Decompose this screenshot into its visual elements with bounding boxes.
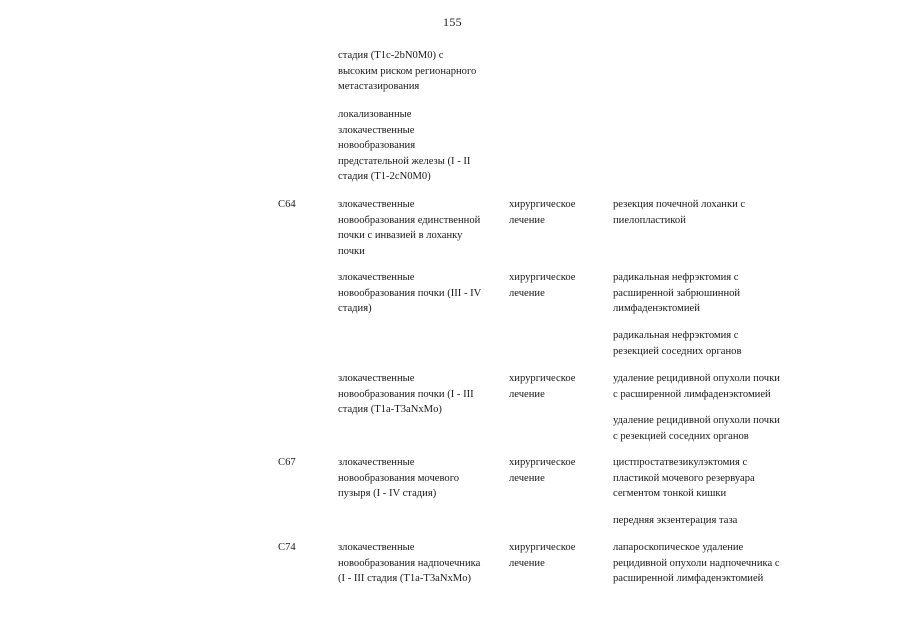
treatment-method: передняя экзентерация таза [613, 515, 738, 526]
treatment-method: радикальная нефрэктомия с резекцией соседних органов [613, 330, 742, 357]
treatment-type: хирургическое лечение [509, 199, 576, 226]
icd-code: C74 [278, 542, 296, 553]
treatment-method: цистпростатвезикулэктомия с пластикой мочевого резервуара сегментом тонкой кишки [613, 457, 755, 500]
page-number: 155 [443, 15, 462, 29]
diagnosis-text: злокачественные новообразования почки (III - IV стадия) [338, 272, 482, 315]
treatment-type: хирургическое лечение [509, 542, 576, 569]
diagnosis-text: стадия (T1c-2bN0M0) с высоким риском регионарного метастазирования [338, 50, 477, 93]
diagnosis-text: злокачественные новообразования почки (I - III стадия (T1a-T3aNxMo) [338, 373, 474, 416]
treatment-method: лапароскопическое удаление рецидивной опухоли надпочечника с расширенной лимфаденэктомией [613, 542, 780, 585]
treatment-method: удаление рецидивной опухоли почки с резекцией соседних органов [613, 415, 780, 442]
treatment-method: резекция почечной лоханки с пиелопластикой [613, 199, 746, 226]
icd-code: C67 [278, 457, 296, 468]
treatment-method: радикальная нефрэктомия с расширенной забрюшинной лимфаденэктомией [613, 272, 741, 315]
icd-code: C64 [278, 199, 296, 210]
treatment-type: хирургическое лечение [509, 373, 576, 400]
diagnosis-text: злокачественные новообразования надпочечника (I - III стадия (T1a-T3aNxMo) [338, 542, 481, 585]
treatment-type: хирургическое лечение [509, 272, 576, 299]
diagnosis-text: локализованные злокачественные новообразования предстательной железы (I - II стадия (T1-2cN0M0) [338, 109, 471, 183]
diagnosis-text: злокачественные новообразования единственной почки с инвазией в лоханку почки [338, 199, 481, 257]
treatment-method: удаление рецидивной опухоли почки с расширенной лимфаденэктомией [613, 373, 780, 400]
treatment-type: хирургическое лечение [509, 457, 576, 484]
diagnosis-text: злокачественные новообразования мочевого пузыря (I - IV стадия) [338, 457, 460, 500]
